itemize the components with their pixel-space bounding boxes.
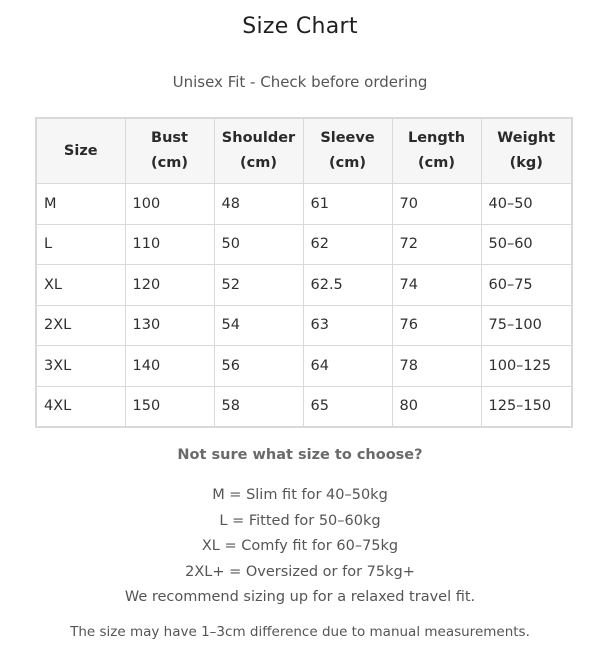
table-row [36,224,572,265]
header-shoulder-unit: (cm) [240,155,277,171]
cell-sleeve: 63 [303,305,392,346]
cell-weight: 60–75 [481,265,572,306]
cell-bust: 140 [125,346,214,387]
note-line: M = Slim fit for 40–50kg [212,487,388,503]
cell-length: 74 [392,265,481,306]
cell-sleeve: 62.5 [303,265,392,306]
size-notes [0,483,600,611]
cell-sleeve: 64 [303,346,392,387]
header-size-label: Size [63,142,98,159]
table-row [36,346,572,387]
header-size [36,118,125,184]
cell-weight: 40–50 [481,184,572,225]
cell-bust: 100 [125,184,214,225]
header-weight [481,118,572,184]
cell-shoulder: 58 [214,386,303,427]
table-row [36,184,572,225]
header-sleeve [303,118,392,184]
cell-bust: 150 [125,386,214,427]
header-bust-label: Bust [151,130,188,146]
cell-weight: 125–150 [481,386,572,427]
cell-shoulder: 52 [214,265,303,306]
cell-weight: 75–100 [481,305,572,346]
header-bust-unit: (cm) [151,155,188,171]
table-row [36,305,572,346]
table-row [36,265,572,306]
cell-size: 2XL [36,305,125,346]
size-help-heading: Not sure what size to choose? [177,447,423,463]
note-line: L = Fitted for 50–60kg [219,512,381,529]
cell-length: 76 [392,305,481,346]
table-row [36,386,572,427]
header-sleeve-unit: (cm) [329,155,366,171]
cell-bust: 110 [125,224,214,265]
header-weight-label: Weight [497,130,556,146]
cell-weight: 50–60 [481,224,572,265]
cell-size: L [36,224,125,265]
cell-weight: 100–125 [481,346,572,387]
cell-sleeve: 62 [303,224,392,265]
table-header-row [36,118,572,184]
cell-bust: 130 [125,305,214,346]
cell-shoulder: 50 [214,224,303,265]
header-sleeve-label: Sleeve [320,130,375,146]
measurement-disclaimer: The size may have 1–3cm difference due to manual measurements. [70,624,530,640]
cell-bust: 120 [125,265,214,306]
page-subtitle: Unisex Fit - Check before ordering [172,73,428,91]
cell-sleeve: 61 [303,184,392,225]
size-chart-table-container [35,117,571,428]
cell-shoulder: 48 [214,184,303,225]
cell-size: 4XL [36,386,125,427]
size-chart-table [35,117,573,428]
cell-shoulder: 54 [214,305,303,346]
header-shoulder-label: Shoulder [221,130,296,146]
header-length-unit: (cm) [418,155,455,171]
cell-size: M [36,184,125,225]
header-shoulder [214,118,303,184]
note-line: 2XL+ = Oversized or for 75kg+ [185,563,415,580]
cell-shoulder: 56 [214,346,303,387]
page-title: Size Chart [242,14,358,39]
header-length-label: Length [407,130,466,146]
cell-length: 70 [392,184,481,225]
cell-sleeve: 65 [303,386,392,427]
cell-size: XL [36,265,125,306]
header-bust [125,118,214,184]
cell-size: 3XL [36,346,125,387]
cell-length: 72 [392,224,481,265]
header-length [392,118,481,184]
cell-length: 78 [392,346,481,387]
cell-length: 80 [392,386,481,427]
header-weight-unit: (kg) [509,155,543,171]
note-line: We recommend sizing up for a relaxed travel fit. [124,589,476,605]
note-line: XL = Comfy fit for 60–75kg [201,538,399,554]
